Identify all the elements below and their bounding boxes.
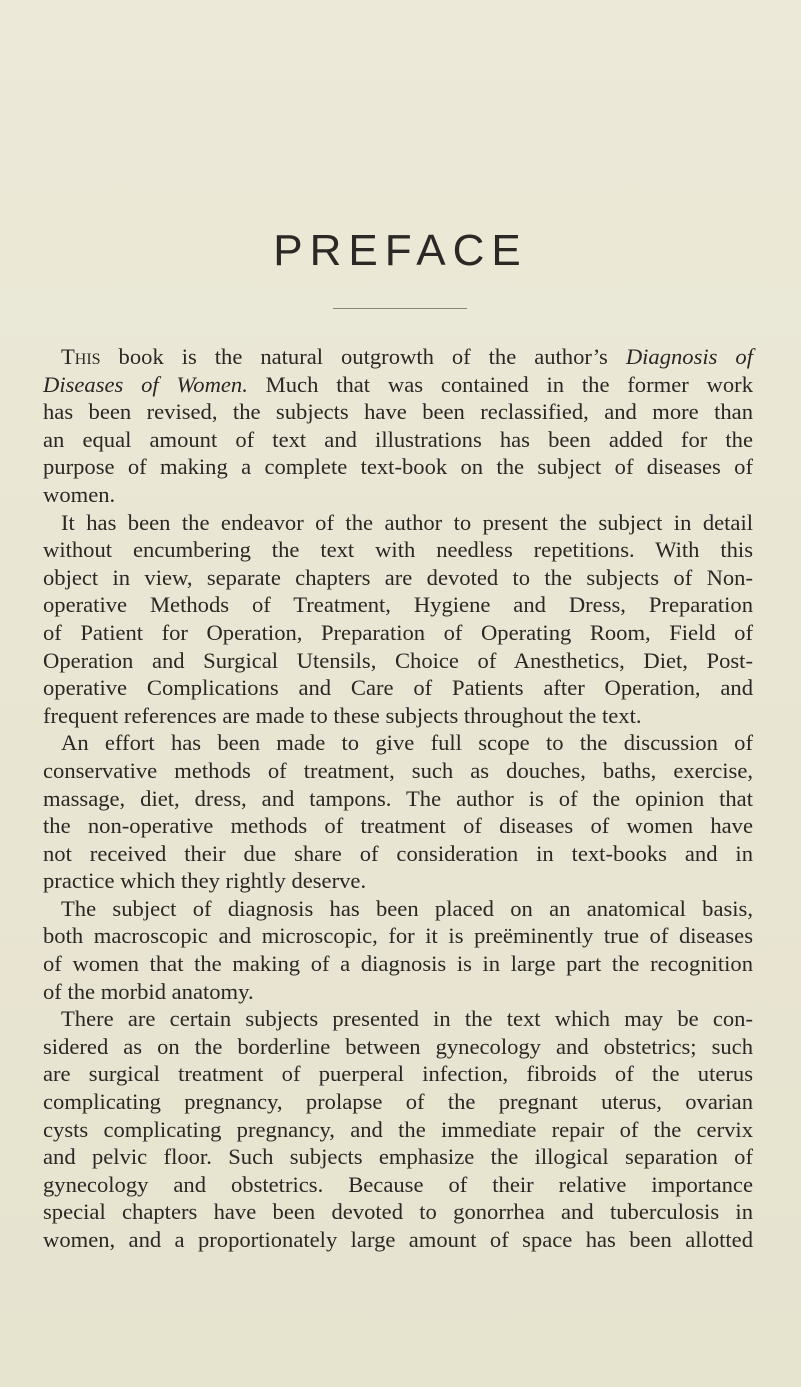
line-text: sidered as on the borderline between gynecology and obstetrics; such: [43, 1033, 753, 1059]
text-line: [43, 1198, 753, 1226]
line-text: not received their due share of consideration in text-books and in: [43, 840, 753, 866]
line-text: and pelvic floor. Such subjects emphasize the illogical separation of: [43, 1144, 753, 1170]
text-line: [43, 785, 753, 813]
text-line: [43, 978, 753, 1006]
line-text: Much that was contained in the former work: [247, 371, 753, 397]
line-text: The subject of diagnosis has been placed on an anatomical basis,: [61, 895, 753, 921]
text-line: [43, 398, 753, 426]
line-text: of the morbid anatomy.: [43, 978, 254, 1004]
text-line: [43, 1116, 753, 1144]
preface-paragraph: [43, 895, 753, 1005]
preface-paragraph: [43, 1005, 753, 1253]
text-line: [43, 757, 753, 785]
line-text: purpose of making a complete text-book on the subject of diseases of: [43, 454, 753, 480]
text-line: [43, 564, 753, 592]
page-title: PREFACE: [273, 226, 528, 275]
line-text: operative Complications and Care of Patients after Operation, and: [43, 675, 753, 701]
text-line: [43, 674, 753, 702]
text-line: [43, 950, 753, 978]
line-text: the non-operative methods of treatment of diseases of women have: [43, 813, 753, 839]
line-text: both macroscopic and microscopic, for it is preëminently true of diseases: [43, 923, 753, 949]
line-text: women.: [43, 481, 116, 507]
text-line: [43, 371, 753, 399]
line-text: book is the natural outgrowth of the author’s: [100, 344, 626, 369]
text-line: [43, 1088, 753, 1116]
line-text: cysts complicating pregnancy, and the immediate repair of the cervix: [43, 1116, 753, 1142]
preface-paragraph: [43, 343, 753, 509]
preface-paragraph: [43, 729, 753, 895]
line-text: There are certain subjects presented in the text which may be con-: [61, 1006, 753, 1032]
text-line: [43, 729, 753, 757]
book-title-italic: Diseases of Women.: [43, 371, 248, 397]
text-line: [43, 343, 753, 371]
line-text: an equal amount of text and illustrations has been added for the: [43, 426, 753, 452]
text-line: [43, 536, 753, 564]
text-line: [43, 867, 753, 895]
text-line: [43, 1060, 753, 1088]
line-text: Operation and Surgical Utensils, Choice of Anesthetics, Diet, Post-: [43, 647, 753, 673]
text-line: [43, 509, 753, 537]
line-text: women, and a proportionately large amount of space has been allotted: [43, 1227, 753, 1252]
line-text: complicating pregnancy, prolapse of the pregnant uterus, ovarian: [43, 1089, 753, 1115]
line-text: frequent references are made to these subjects throughout the text.: [43, 702, 642, 728]
text-line: [43, 1143, 753, 1171]
line-text: massage, diet, dress, and tampons. The author is of the opinion that: [43, 785, 753, 811]
preface-paragraph: [43, 509, 753, 730]
text-line: [43, 481, 753, 509]
drop-lead-word: This: [61, 344, 101, 369]
line-text: of Patient for Operation, Preparation of Operating Room, Field of: [43, 619, 753, 645]
text-line: [43, 702, 753, 730]
line-text: practice which they rightly deserve.: [43, 868, 367, 894]
text-line: [43, 647, 753, 675]
text-line: [43, 1171, 753, 1199]
line-text: of women that the making of a diagnosis is in large part the recognition: [43, 951, 753, 977]
line-text: without encumbering the text with needless repetitions. With this: [43, 537, 753, 563]
line-text: operative Methods of Treatment, Hygiene and Dress, Preparation: [43, 592, 753, 618]
text-line: [43, 1033, 753, 1061]
text-line: [43, 453, 753, 481]
text-line: [43, 895, 753, 923]
text-line: [43, 426, 753, 454]
line-text: special chapters have been devoted to gonorrhea and tuberculosis in: [43, 1199, 753, 1225]
line-text: has been revised, the subjects have been reclassified, and more than: [43, 399, 753, 425]
text-line: [43, 922, 753, 950]
line-text: gynecology and obstetrics. Because of their relative importance: [43, 1171, 753, 1197]
line-text: are surgical treatment of puerperal infection, fibroids of the uterus: [43, 1061, 753, 1087]
text-line: [43, 591, 753, 619]
line-text: It has been the endeavor of the author to present the subject in detail: [61, 509, 753, 535]
line-text: object in view, separate chapters are devoted to the subjects of Non-: [43, 564, 753, 590]
text-line: [43, 840, 753, 868]
line-text: conservative methods of treatment, such as douches, baths, exercise,: [43, 757, 753, 783]
text-line: [43, 1005, 753, 1033]
text-line: [43, 812, 753, 840]
line-text: An effort has been made to give full scope to the discussion of: [61, 730, 753, 756]
text-line: [43, 1226, 753, 1254]
preface-body: [43, 343, 753, 1254]
book-title-italic: Diagnosis of: [625, 344, 753, 369]
title-divider: [333, 308, 467, 309]
text-line: [43, 619, 753, 647]
